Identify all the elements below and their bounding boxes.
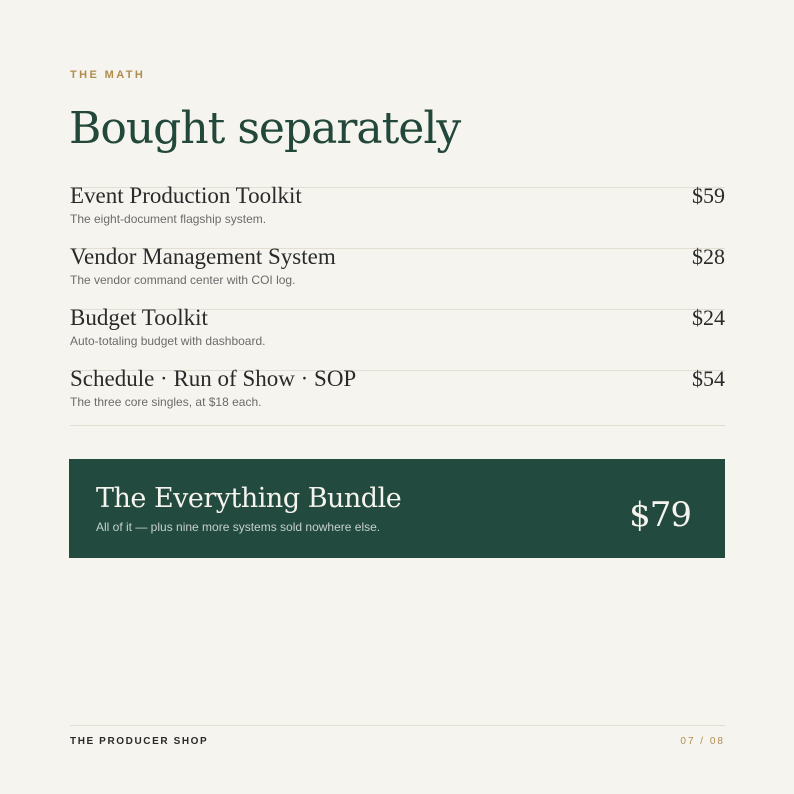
bundle-price: $79 (629, 495, 691, 535)
footer (70, 725, 725, 766)
list-item (70, 183, 725, 248)
item-description: The three core singles, at $18 each. (70, 395, 262, 409)
list-item (70, 366, 725, 431)
item-price: $54 (692, 366, 725, 391)
bundle-title: The Everything Bundle (96, 483, 402, 514)
item-price: $28 (692, 244, 725, 269)
item-description: The vendor command center with COI log. (70, 273, 296, 287)
item-name: Schedule · Run of Show · SOP (70, 366, 357, 391)
divider (70, 425, 725, 426)
bundle-banner (69, 459, 725, 558)
list-item (70, 244, 725, 309)
item-description: The eight-document flagship system. (70, 212, 267, 226)
item-name: Event Production Toolkit (70, 183, 302, 208)
list-item (70, 305, 725, 370)
item-name: Budget Toolkit (70, 305, 208, 330)
item-description: Auto-totaling budget with dashboard. (70, 334, 266, 348)
item-name: Vendor Management System (70, 244, 336, 269)
page-number: 07 / 08 (680, 736, 725, 747)
item-price: $24 (692, 305, 725, 330)
price-list (70, 183, 725, 431)
page-title: Bought separately (69, 103, 461, 154)
bundle-description: All of it — plus nine more systems sold nowhere else. (96, 520, 381, 534)
section-eyebrow: THE MATH (70, 69, 146, 81)
footer-brand: THE PRODUCER SHOP (70, 736, 209, 747)
item-price: $59 (692, 183, 725, 208)
